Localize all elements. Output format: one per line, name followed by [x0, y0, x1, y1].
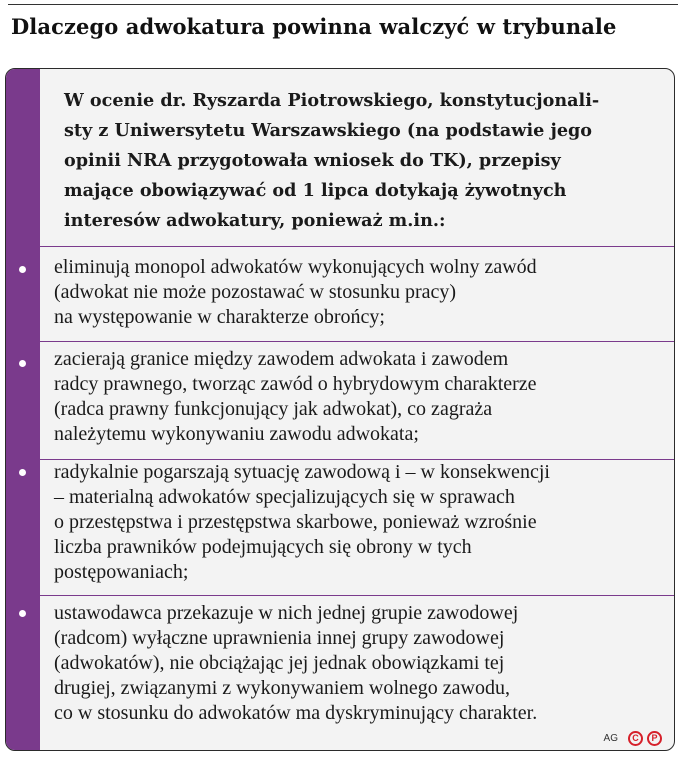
logo-c-icon: C — [628, 731, 643, 746]
item-line: eliminują monopol adwokatów wykonujących wolny zawód — [54, 256, 537, 278]
author-initials: AG — [603, 733, 618, 744]
list-item — [54, 601, 666, 726]
item-line: ustawodawca przekazuje w nich jednej grupie zawodowej — [54, 602, 519, 624]
item-divider — [40, 341, 674, 342]
intro-line: W ocenie dr. Ryszarda Piotrowskiego, konstytucjonali- — [64, 90, 600, 111]
logo-p-icon: P — [647, 731, 662, 746]
intro-line: mające obowiązywać od 1 lipca dotykają żywotnych — [64, 180, 567, 201]
intro-line: interesów adwokatury, ponieważ m.in.: — [64, 210, 446, 231]
item-line: (adwokatów), nie obciążając jej jednak obowiązkami tej — [54, 652, 505, 674]
bullet-icon — [19, 610, 26, 617]
item-line: należytemu wykonywaniu zawodu adwokata; — [54, 423, 419, 445]
item-line: – materialną adwokatów specjalizujących się w sprawach — [54, 486, 515, 508]
item-line: drugiej, związanymi z wykonywaniem wolnego zawodu, — [54, 677, 510, 699]
top-rule — [8, 4, 678, 5]
list-item — [54, 460, 666, 585]
item-line: na występowanie w charakterze obrońcy; — [54, 306, 385, 328]
item-line: (adwokat nie może pozostawać w stosunku pracy) — [54, 281, 457, 303]
bullet-icon — [19, 469, 26, 476]
item-line: zacierają granice między zawodem adwokata i zawodem — [54, 348, 509, 370]
info-box — [5, 68, 675, 751]
intro-line: opinii NRA przygotowała wniosek do TK), przepisy — [64, 150, 561, 171]
item-line: (radcom) wyłączne uprawnienia innej grupy zawodowej — [54, 627, 505, 649]
credit — [604, 731, 662, 746]
item-line: (radca prawny funkcjonujący jak adwokat), co zagraża — [54, 398, 493, 420]
item-line: postępowaniach; — [54, 561, 189, 583]
bullet-icon — [19, 360, 26, 367]
bullet-icon — [19, 266, 26, 273]
item-divider — [40, 595, 674, 596]
list-item — [54, 255, 666, 330]
item-line: co w stosunku do adwokatów ma dyskryminujący charakter. — [54, 702, 538, 724]
item-line: radykalnie pogarszają sytuację zawodową i – w konsekwencji — [54, 461, 550, 483]
item-divider — [40, 246, 674, 247]
item-line: o przestępstwa i przestępstwa skarbowe, ponieważ wzrośnie — [54, 511, 537, 533]
page-title: Dlaczego adwokatura powinna walczyć w trybunale — [11, 14, 617, 39]
item-line: liczba prawników podejmujących się obrony w tych — [54, 536, 472, 558]
intro-line: sty z Uniwersytetu Warszawskiego (na podstawie jego — [64, 120, 593, 141]
accent-stripe — [6, 69, 40, 750]
intro-paragraph — [64, 86, 664, 236]
item-line: radcy prawnego, tworząc zawód o hybrydowym charakterze — [54, 373, 537, 395]
list-item — [54, 347, 666, 447]
